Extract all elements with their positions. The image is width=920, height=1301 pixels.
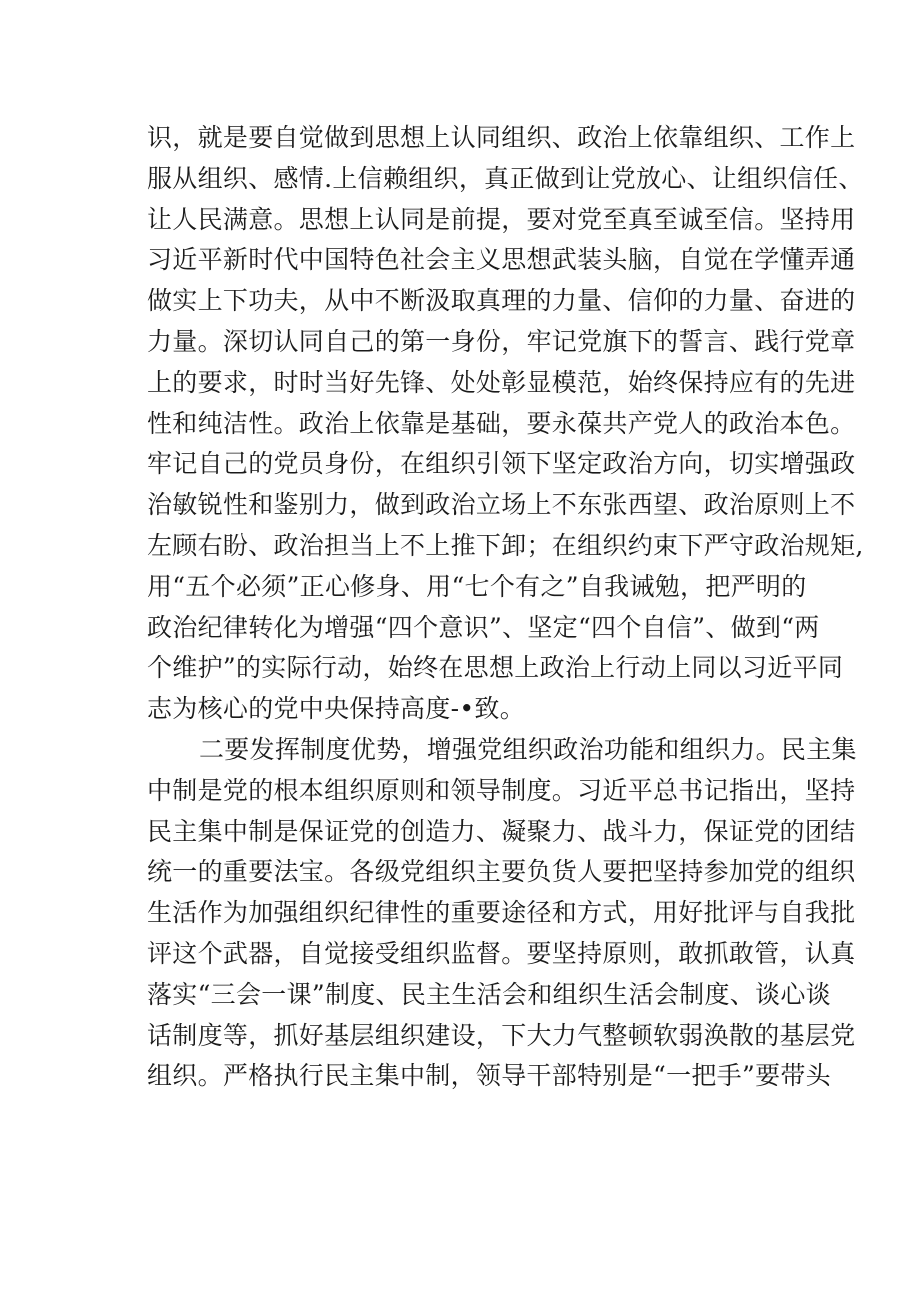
text-line: 力量。深切认同自己的第一身份，牢记党旗下的誓言、践行党章 [147,326,856,356]
text-line: 服从组织、感情.上信赖组织，真正做到让党放心、让组织信任、 [147,163,864,193]
text-line: 二要发挥制度优势，增强党组织政治功能和组织力。民主集 [199,734,857,764]
text-line: 话制度等，抓好基层组织建设，下大力气整顿软弱涣散的基层党 [147,1020,856,1050]
text-line: 性和纯洁性。政治上依靠是基础，要永葆共产党人的政治本色。 [147,408,856,438]
text-line: 让人民满意。思想上认同是前提，要对党至真至诚至信。坚持用 [147,204,856,234]
paragraph-1 [147,118,864,730]
text-line: 用“五个必须”正心修身、用“七个有之”自我诫勉，把严明的 [147,571,807,601]
text-line: 落实“三会一课”制度、民主生活会和组织生活会制度、谈心谈 [147,979,831,1009]
text-line: 上的要求，时时当好先锋、处处彰显模范，始终保持应有的先进 [147,367,856,397]
text-line: 评这个武器，自觉接受组织监督。要坚持原则，敢抓敢管，认真 [147,938,856,968]
document-body [147,118,864,1097]
text-line: 中制是党的根本组织原则和领导制度。习近平总书记指出，坚持 [147,775,856,805]
text-line: 治敏锐性和鉴别力，做到政治立场上不东张西望、政治原则上不 [147,490,856,520]
text-line: 左顾右盼、政治担当上不上推下卸；在组织约束下严守政治规矩, [147,530,864,560]
paragraph-2 [147,730,857,1097]
text-line: 志为核心的党中央保持高度-•致。 [147,694,525,724]
text-line: 牢记自己的党员身份，在组织引领下坚定政治方向，切实增强政 [147,449,856,479]
text-line: 生活作为加强组织纪律性的重要途径和方式，用好批评与自我批 [147,898,856,928]
text-line: 统一的重要法宝。各级党组织主要负货人要把坚持参加党的组织 [147,857,856,887]
text-line: 民主集中制是保证党的创造力、凝聚力、战斗力，保证党的团结 [147,816,856,846]
text-line: 个维护”的实际行动，始终在思想上政治上行动上同以习近平同 [147,653,844,683]
text-line: 识，就是要自觉做到思想上认同组织、政治上依靠组织、工作上 [147,123,856,152]
text-line: 习近平新时代中国特色社会主义思想武装头脑，自觉在学懂弄通 [147,245,856,275]
text-line: 组织。严格执行民主集中制，领导干部特别是“一把手”要带头 [147,1061,831,1091]
text-line: 做实上下功夫，从中不断汲取真理的力量、信仰的力量、奋进的 [147,286,856,316]
text-line: 政治纪律转化为增强“四个意识”、坚定“四个自信”、做到“两 [147,612,820,642]
